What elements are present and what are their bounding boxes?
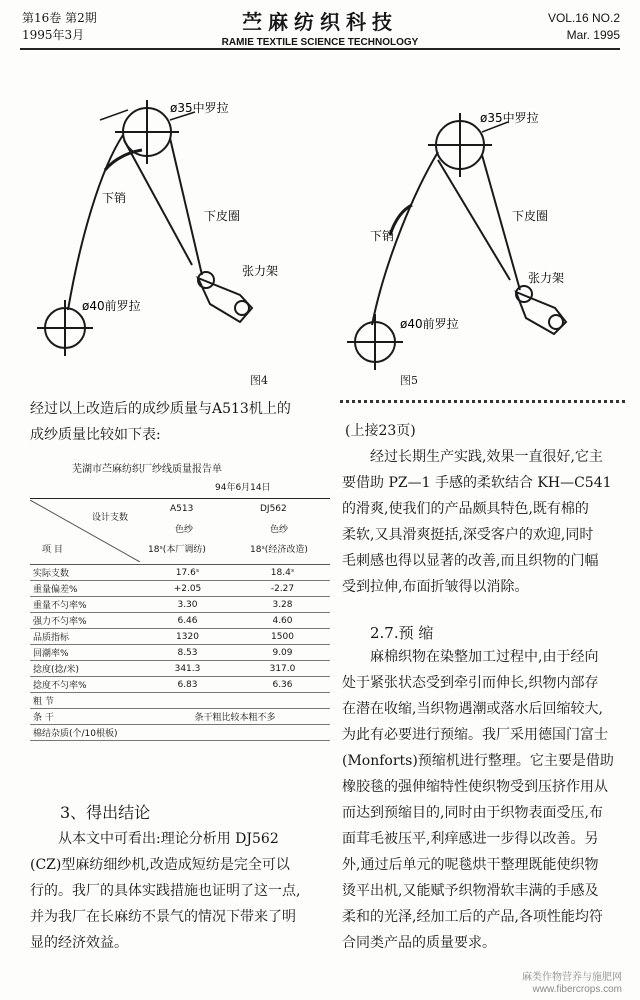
table-row (30, 629, 330, 645)
table-row (30, 677, 330, 693)
header-rule (20, 48, 620, 50)
table-cell-value (235, 725, 330, 741)
table-row (30, 645, 330, 661)
quality-table (30, 564, 330, 741)
table-row (30, 709, 330, 725)
table-cell-value: +2.05 (140, 581, 235, 597)
watermark-name: 麻类作物营养与施肥网 (522, 972, 622, 983)
figure-5-caption: 图5 (400, 374, 418, 387)
right-paragraph-1 (342, 444, 634, 600)
right-line: (Monforts)预缩机进行整理。它主要是借助 (342, 753, 614, 769)
right-line: 柔和的光泽,经加工后的产品,各项性能均符 (342, 909, 603, 925)
fig5-label-front-roller: ø40前罗拉 (400, 317, 459, 331)
table-cell-label: 捻度(捻/米) (30, 661, 140, 677)
conclusion-line: (CZ)型麻纺细纱机,改造成短纺是完全可以 (30, 857, 290, 873)
table-corner-bottom: 项 目 (42, 545, 63, 555)
right-line: 橡胶毯的强伸缩特性使织物受到压挤作用从 (342, 779, 608, 795)
table-col2-head: DJ562 (260, 504, 287, 514)
table-cell-value: 1320 (140, 629, 235, 645)
table-cell-value: 341.3 (140, 661, 235, 677)
table-col2-sub: 色纱 (270, 525, 289, 535)
issue-volume: 第16卷 第2期 (22, 11, 97, 25)
right-line: 处于紧张状态受到牵引而伸长,织物内部存 (342, 675, 599, 691)
fig5-label-lower-pin: 下销 (370, 229, 395, 243)
table-date: 94年6月14日 (215, 483, 271, 493)
journal-title-zh: 苎麻纺织科技 (242, 10, 398, 34)
table-cell-label: 重量偏差% (30, 581, 140, 597)
table-cell-value: 6.46 (140, 613, 235, 629)
intro-line: 成纱质量比较如下表: (30, 427, 161, 443)
fig5-label-tension: 张力架 (528, 271, 565, 285)
table-row (30, 613, 330, 629)
table-cell-value: 条干粗比较本粗不多 (140, 709, 330, 725)
right-line: 要借助 PZ—1 手感的柔软结合 KH—C541 (342, 475, 612, 491)
table-cell-value: 6.36 (235, 677, 330, 693)
conclusion-line: 从本文中可看出:理论分析用 DJ562 (58, 831, 279, 847)
table-cell-value: 1500 (235, 629, 330, 645)
fig4-label-lower-apron: 下皮圈 (204, 209, 241, 223)
continued-note: (上接23页) (345, 423, 416, 439)
conclusion-heading: 3、得出结论 (60, 803, 151, 822)
fig4-label-front-roller: ø40前罗拉 (82, 299, 141, 313)
table-cell-label: 粗 节 (30, 693, 140, 709)
figure-5-diagram (330, 60, 630, 380)
figure-4-caption-text: 图4 (250, 374, 268, 387)
right-line: 合同类产品的质量要求。 (342, 935, 496, 951)
watermark (522, 972, 622, 996)
intro-paragraph (30, 396, 325, 448)
column-separator (340, 400, 625, 403)
table-header (30, 500, 330, 562)
table-cell-value: 8.53 (140, 645, 235, 661)
table-cell-label: 实际支数 (30, 565, 140, 581)
right-line: 在潜在收缩,当织物遇潮或落水后回缩较大, (342, 701, 603, 717)
table-row (30, 661, 330, 677)
table-col1-sub2: 18ˢ(本厂调纺) (148, 545, 206, 555)
table-top-rule (30, 498, 330, 499)
table-cell-value: 3.30 (140, 597, 235, 613)
conclusion-line: 行的。我厂的具体实践措施也证明了这一点, (30, 883, 301, 899)
right-line: 烫平出机,又能赋予织物滑软丰满的手感及 (342, 883, 599, 899)
table-cell-value (235, 693, 330, 709)
table-cell-value: -2.27 (235, 581, 330, 597)
table-row (30, 565, 330, 581)
right-line: 麻棉织物在染整加工过程中,由于经向 (370, 649, 599, 665)
table-title: 芜湖市苎麻纺织厂纱线质量报告单 (72, 464, 222, 475)
table-col2-sub2: 18ˢ(经济改造) (250, 545, 308, 555)
fig5-label-middle-roller: ø35中罗拉 (480, 111, 539, 125)
right-paragraph-2 (342, 644, 634, 956)
table-row (30, 693, 330, 709)
issue-date: 1995年3月 (22, 28, 85, 42)
intro-line: 经过以上改造后的成纱质量与A513机上的 (30, 401, 291, 417)
table-cell-value (140, 725, 235, 741)
right-line: 柔软,又具滑爽挺括,深受客户的欢迎,同时 (342, 527, 594, 543)
table-cell-value (140, 693, 235, 709)
issue-volume-en: VOL.16 NO.2 (547, 11, 620, 25)
table-row (30, 597, 330, 613)
right-line: 外,通过后单元的呢毯烘干整理既能使织物 (342, 857, 599, 873)
issue-date-en: Mar. 1995 (566, 28, 620, 42)
fig4-label-tension: 张力架 (242, 264, 279, 278)
journal-title (170, 6, 470, 48)
right-line: 为此有必要进行预缩。我厂采用德国门富士 (342, 727, 608, 743)
table-corner-top: 设计支数 (92, 513, 129, 523)
table-cell-label: 重量不匀率% (30, 597, 140, 613)
conclusion-paragraph (30, 826, 330, 956)
table-cell-value: 17.6ˢ (140, 565, 235, 581)
table-cell-label: 捻度不匀率% (30, 677, 140, 693)
journal-title-en: RAMIE TEXTILE SCIENCE TECHNOLOGY (221, 37, 419, 48)
table-col1-sub: 色纱 (175, 525, 194, 535)
fig4-label-lower-pin: 下销 (102, 191, 127, 205)
table-cell-value: 317.0 (235, 661, 330, 677)
issue-info (22, 10, 97, 44)
table-row (30, 581, 330, 597)
issue-info-en (548, 10, 620, 44)
fig5-label-lower-apron: 下皮圈 (512, 209, 549, 223)
right-line: 受到拉伸,布面折皱得以消除。 (342, 579, 529, 595)
table-cell-value: 3.28 (235, 597, 330, 613)
table-cell-label: 棉结杂质(个/10根板) (30, 725, 140, 741)
right-line: 经过长期生产实践,效果一直很好,它主 (370, 449, 603, 465)
watermark-url: www.fibercrops.com (532, 984, 622, 995)
table-cell-label: 回潮率% (30, 645, 140, 661)
table-cell-value: 18.4ˢ (235, 565, 330, 581)
table-row (30, 725, 330, 741)
right-line: 而达到预缩目的,同时由于织物表面受压,布 (342, 805, 603, 821)
table-col1-head: A513 (170, 504, 194, 514)
right-line: 面茸毛被压平,利痒感进一步得以改善。另 (342, 831, 599, 847)
conclusion-line: 并为我厂在长麻纺不景气的情况下带来了明 (30, 909, 296, 925)
fig4-label-middle-roller: ø35中罗拉 (170, 101, 229, 115)
section-heading: 2.7.预 缩 (370, 624, 434, 642)
right-line: 的滑爽,使我们的产品颇具特色,既有棉的 (342, 501, 589, 517)
table-cell-label: 条 干 (30, 709, 140, 725)
table-cell-value: 6.83 (140, 677, 235, 693)
conclusion-line: 显的经济效益。 (30, 935, 128, 951)
table-cell-label: 强力不匀率% (30, 613, 140, 629)
right-line: 毛刺感也得以显著的改善,而且织物的门幅 (342, 553, 599, 569)
table-cell-value: 4.60 (235, 613, 330, 629)
table-cell-label: 品质指标 (30, 629, 140, 645)
figure-4-diagram (20, 60, 320, 370)
table-cell-value: 9.09 (235, 645, 330, 661)
